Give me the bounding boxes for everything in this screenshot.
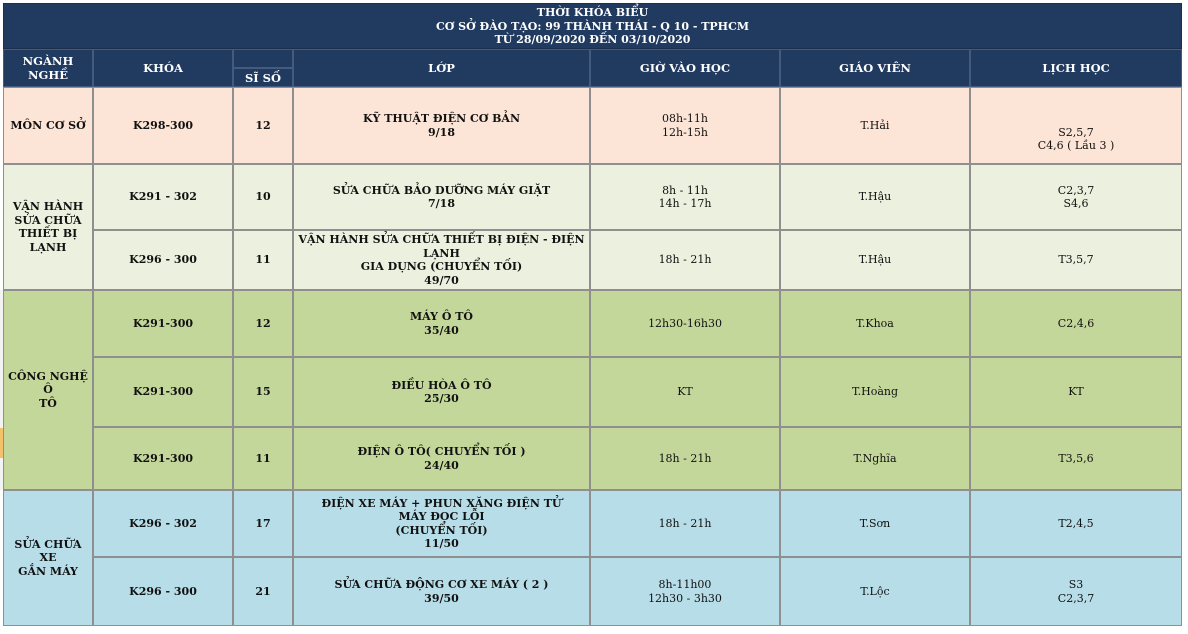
row-gio-vao-hoc: 8h - 11h 14h - 17h	[590, 164, 780, 230]
row-si-so: 10	[233, 164, 293, 230]
row-lich-hoc: C2,4,6	[970, 290, 1182, 357]
timetable-location: CƠ SỞ ĐÀO TẠO: 99 THÀNH THÁI - Q 10 - TPHCM	[435, 19, 749, 33]
row-lich-hoc: T3,5,6	[970, 427, 1182, 490]
timetable-sheet	[3, 3, 1182, 630]
header-gio-vao-hoc: GIỜ VÀO HỌC	[590, 49, 780, 87]
row-si-so: 15	[233, 357, 293, 427]
row-lop: ĐIỆN Ô TÔ( CHUYỂN TỐI ) 24/40	[293, 427, 590, 490]
row-gio-vao-hoc: 12h30-16h30	[590, 290, 780, 357]
group-van-hanh-sua-chua: VẬN HÀNH SỬA CHỮA THIẾT BỊ LẠNH	[3, 164, 93, 290]
row-lop: SỬA CHỮA ĐỘNG CƠ XE MÁY ( 2 ) 39/50	[293, 557, 590, 626]
row-khoa: K296 - 300	[93, 230, 233, 290]
row-lich-hoc: KT	[970, 357, 1182, 427]
row-lich-hoc: C2,3,7 S4,6	[970, 164, 1182, 230]
row-giao-vien: T.Hậu	[780, 164, 970, 230]
group-mon-co-so: MÔN CƠ SỞ	[3, 87, 93, 164]
row-si-so: 21	[233, 557, 293, 626]
row-giao-vien: T.Khoa	[780, 290, 970, 357]
row-gio-vao-hoc: 18h - 21h	[590, 230, 780, 290]
header-khoa: KHÓA	[93, 49, 233, 87]
row-lop: ĐIỀU HÒA Ô TÔ 25/30	[293, 357, 590, 427]
group-cong-nghe-o-to: CÔNG NGHỆ Ô TÔ	[3, 290, 93, 490]
group-sua-chua-xe-may: SỬA CHỮA XE GẮN MÁY	[3, 490, 93, 626]
header-lich-hoc: LỊCH HỌC	[970, 49, 1182, 87]
row-gio-vao-hoc: KT	[590, 357, 780, 427]
row-giao-vien: T.Hậu	[780, 230, 970, 290]
row-si-so: 12	[233, 87, 293, 164]
header-si-so: SĨ SỐ	[233, 68, 293, 87]
header-nganh-nghe: NGÀNH NGHỀ	[3, 49, 93, 87]
row-khoa: K291 - 302	[93, 164, 233, 230]
row-lich-hoc: S3 C2,3,7	[970, 557, 1182, 626]
header-lop: LỚP	[293, 49, 590, 87]
row-lich-hoc: S2,5,7 C4,6 ( Lầu 3 )	[970, 87, 1182, 164]
row-lop: ĐIỆN XE MÁY + PHUN XĂNG ĐIỆN TỬ MÁY ĐỌC LỖI (CHUYỂN TỐI) 11/50	[293, 490, 590, 557]
row-lop: MÁY Ô TÔ 35/40	[293, 290, 590, 357]
row-lop: SỬA CHỮA BẢO DƯỠNG MÁY GIẶT 7/18	[293, 164, 590, 230]
row-lop: KỸ THUẬT ĐIỆN CƠ BẢN 9/18	[293, 87, 590, 164]
row-si-so: 17	[233, 490, 293, 557]
row-khoa: K291-300	[93, 427, 233, 490]
row-gio-vao-hoc: 18h - 21h	[590, 427, 780, 490]
row-lich-hoc: T2,4,5	[970, 490, 1182, 557]
row-giao-vien: T.Lộc	[780, 557, 970, 626]
row-gio-vao-hoc: 18h - 21h	[590, 490, 780, 557]
row-lich-hoc: T3,5,7	[970, 230, 1182, 290]
row-lop: VẬN HÀNH SỬA CHỮA THIẾT BỊ ĐIỆN - ĐIỆN LẠNH GIA DỤNG (CHUYỂN TỐI) 49/70	[293, 230, 590, 290]
row-khoa: K291-300	[93, 290, 233, 357]
timetable-title-block	[3, 3, 1182, 49]
timetable-title: THỜI KHÓA BIỂU	[536, 6, 649, 19]
row-giao-vien: T.Hải	[780, 87, 970, 164]
row-si-so: 11	[233, 427, 293, 490]
row-giao-vien: T.Sơn	[780, 490, 970, 557]
row-khoa: K296 - 302	[93, 490, 233, 557]
row-khoa: K291-300	[93, 357, 233, 427]
row-si-so: 11	[233, 230, 293, 290]
timetable-date-range: TỪ 28/09/2020 ĐẾN 03/10/2020	[494, 33, 691, 46]
header-si-so-top	[233, 49, 293, 68]
row-gio-vao-hoc: 8h-11h00 12h30 - 3h30	[590, 557, 780, 626]
row-si-so: 12	[233, 290, 293, 357]
header-giao-vien: GIÁO VIÊN	[780, 49, 970, 87]
row-khoa: K296 - 300	[93, 557, 233, 626]
row-giao-vien: T.Nghĩa	[780, 427, 970, 490]
row-gio-vao-hoc: 08h-11h 12h-15h	[590, 87, 780, 164]
row-giao-vien: T.Hoàng	[780, 357, 970, 427]
row-khoa: K298-300	[93, 87, 233, 164]
